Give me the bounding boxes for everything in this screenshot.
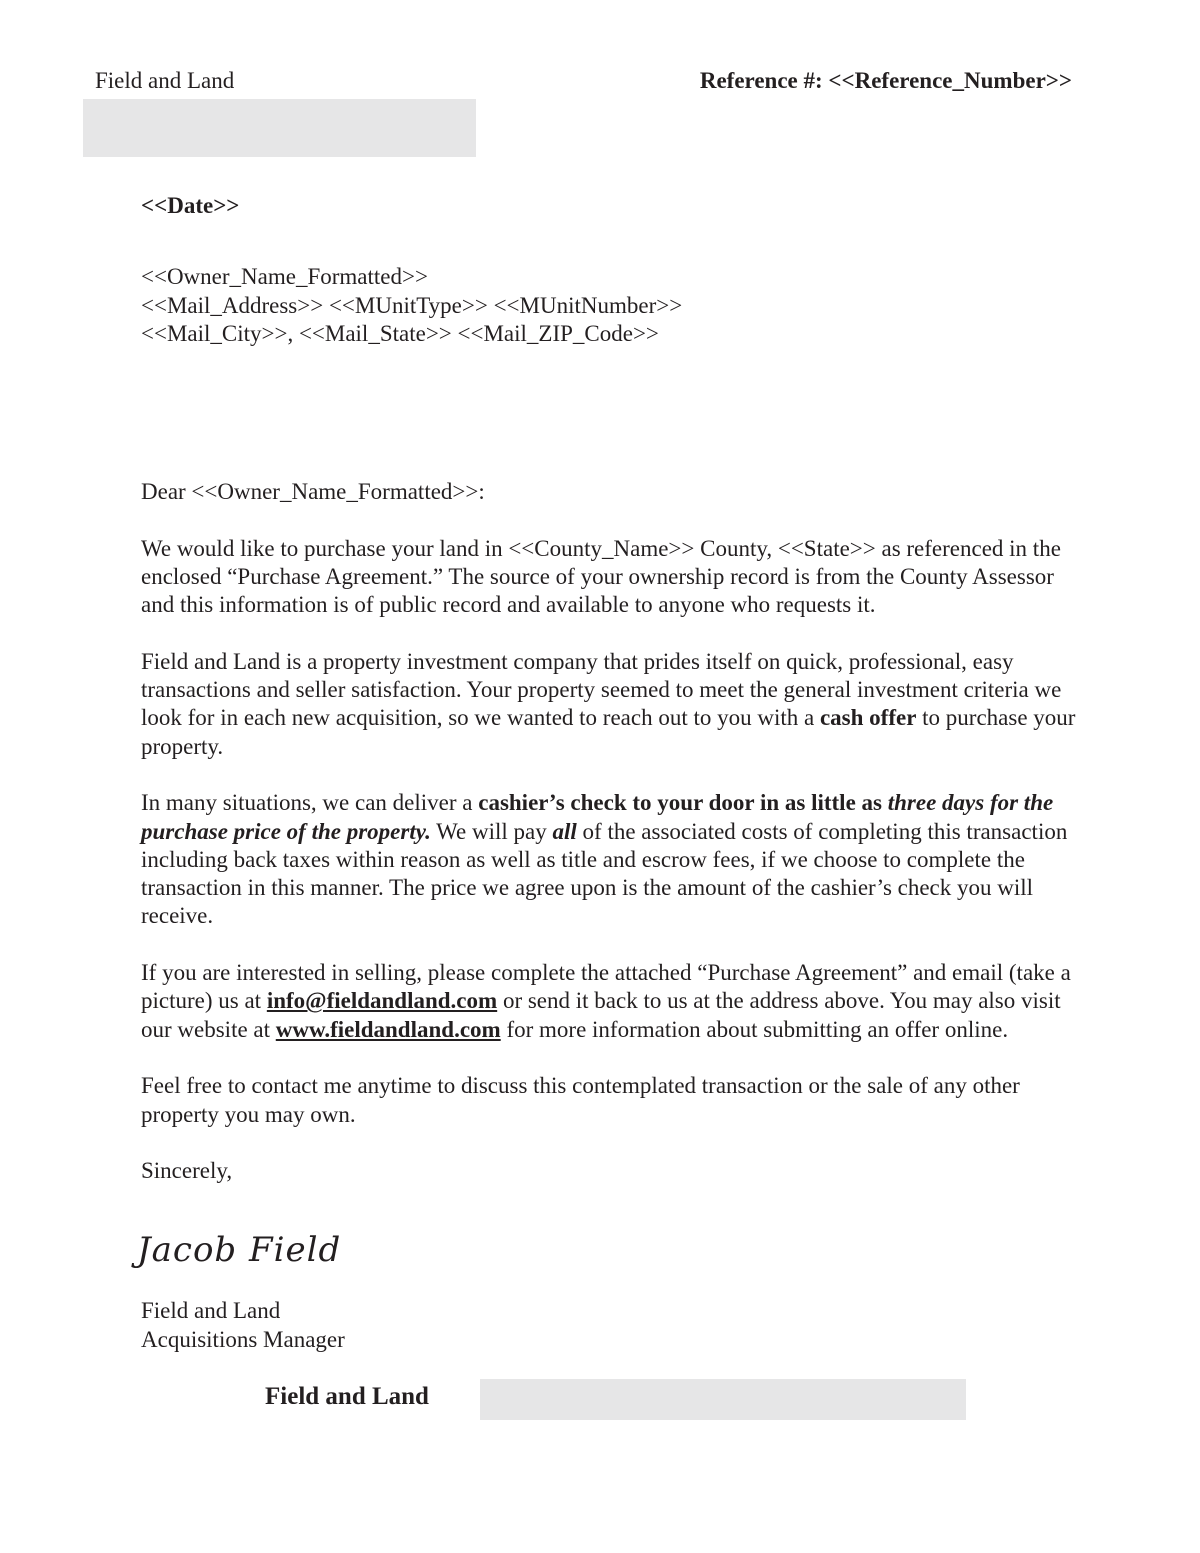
greeting: Dear <<Owner_Name_Formatted>>:	[141, 479, 485, 504]
signature-block	[141, 1297, 345, 1354]
recipient-address	[141, 263, 682, 349]
paragraph-4: If you are interested in selling, please complete the attached “Purchase Agreement” and email (take a picture) us at info@fieldandland.com or send it back to us at the address above. You may also visit our website at www.fieldandland.com for more information about submitting an offer online.	[141, 960, 1071, 1042]
reference-number	[700, 68, 1072, 94]
email-link[interactable]: info@fieldandland.com	[266, 988, 498, 1014]
signer-company: Field and Land	[141, 1298, 281, 1323]
recipient-street: <<Mail_Address>> <<MUnitType>> <<MUnitNumber>>	[141, 292, 683, 318]
reference-label: Reference #:	[699, 68, 823, 93]
letter-date: <<Date>>	[141, 193, 240, 218]
paragraph-3: In many situations, we can deliver a cashier’s check to your door in as little as three days for the purchase price of the property. We will pay all of the associated costs of completing this transaction including back taxes within reason as well as title and escrow fees, if we choose to complete the transaction in this manner. The price we agree upon is the amount of the cashier’s check you will receive.	[141, 790, 1068, 929]
handwritten-signature: Jacob Field	[137, 1230, 342, 1270]
cashiers-check-emphasis: cashier’s check to your door in as little as	[478, 790, 882, 816]
signer-title: Acquisitions Manager	[141, 1326, 345, 1352]
paragraph-5: Feel free to contact me anytime to discuss this contemplated transaction or the sale of any other property you may own.	[141, 1073, 1020, 1127]
closing: Sincerely,	[141, 1158, 233, 1184]
recipient-city: <<Mail_City>>, <<Mail_State>> <<Mail_ZIP_Code>>	[141, 321, 659, 346]
letter-body	[141, 478, 1086, 1214]
cash-offer-emphasis: cash offer	[819, 705, 917, 731]
three-days-emphasis: three days for the purchase price of the property.	[141, 790, 1054, 844]
header-company-name: Field and Land	[95, 68, 235, 93]
website-link[interactable]: www.fieldandland.com	[275, 1016, 501, 1042]
footer-company-name: Field and Land	[265, 1383, 429, 1410]
reference-value: <<Reference_Number>>	[828, 68, 1072, 93]
redacted-footer-block	[480, 1379, 966, 1420]
paragraph-1: We would like to purchase your land in <<County_Name>> County, <<State>> as referenced in the enclosed “Purchase Agreement.” The source of your ownership record is from the County Assessor and this information is of public record and available to anyone who requests it.	[141, 535, 1061, 618]
paragraph-2: Field and Land is a property investment company that prides itself on quick, professional, easy transactions and seller satisfaction. Your property seemed to meet the general investment criteria we look for in each new acquisition, so we wanted to reach out to you with a cash offer to purchase your property.	[141, 648, 1076, 759]
recipient-name: <<Owner_Name_Formatted>>	[141, 264, 428, 289]
redacted-address-block	[83, 99, 476, 157]
all-emphasis: all	[552, 818, 577, 844]
